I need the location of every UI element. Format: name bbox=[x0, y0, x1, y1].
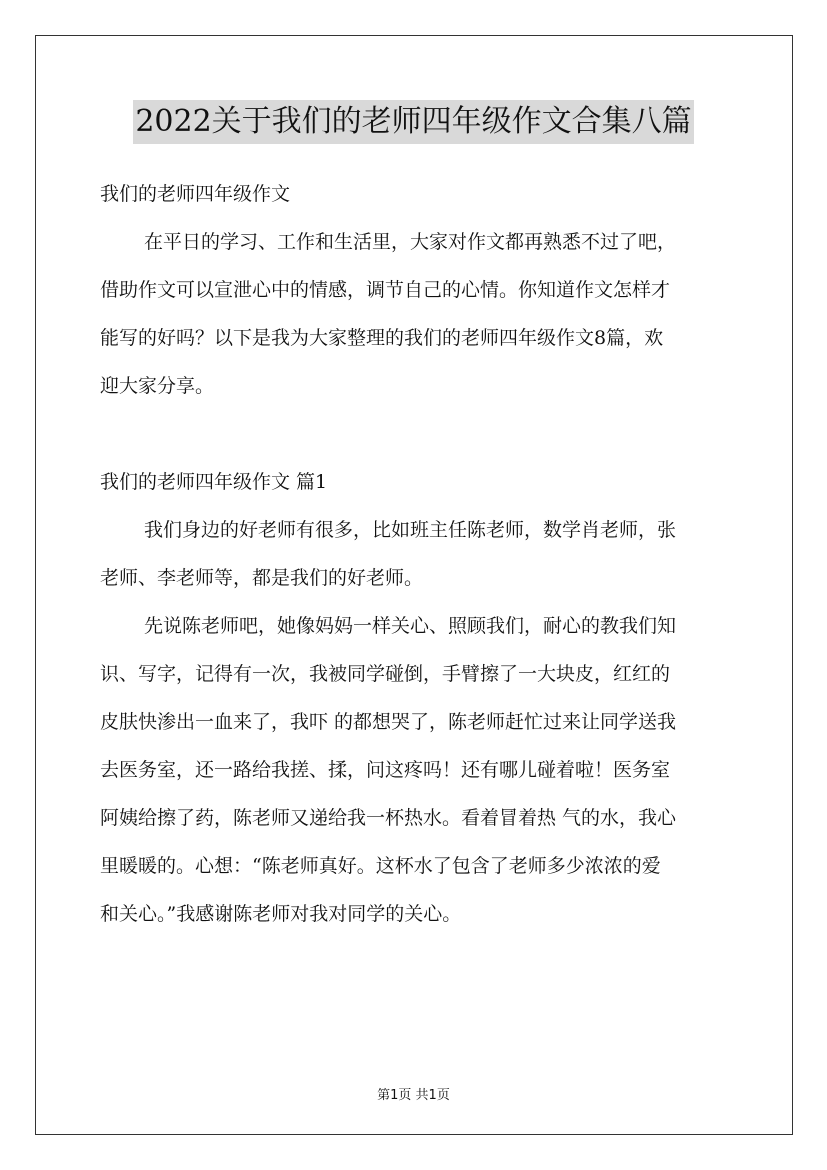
blank-line bbox=[100, 410, 727, 458]
paragraph-line: 皮肤快渗出一血来了，我吓 的都想哭了，陈老师赶忙过来让同学送我 bbox=[100, 711, 677, 733]
paragraph-line: 去医务室，还一路给我搓、揉，问这疼吗！还有哪儿碰着啦！医务室 bbox=[100, 759, 671, 781]
paragraph-line: 先说陈老师吧，她像妈妈一样关心、照顾我们，耐心的教我们知 bbox=[144, 615, 677, 637]
section-heading: 我们的老师四年级作文 篇1 bbox=[100, 471, 328, 493]
document-body bbox=[100, 170, 727, 938]
intro-line: 能写的好吗？以下是我为大家整理的我们的老师四年级作文8篇，欢 bbox=[100, 327, 664, 349]
paragraph-line: 和关心。”我感谢陈老师对我对同学的关心。 bbox=[100, 903, 462, 925]
intro-line: 迎大家分享。 bbox=[100, 375, 215, 397]
intro-heading: 我们的老师四年级作文 bbox=[100, 183, 291, 205]
title-container bbox=[0, 100, 827, 144]
document-title: 2022关于我们的老师四年级作文合集八篇 bbox=[133, 100, 693, 144]
page-footer bbox=[0, 1084, 827, 1103]
paragraph-line: 识、写字，记得有一次，我被同学碰倒，手臂擦了一大块皮，红红的 bbox=[100, 663, 671, 685]
paragraph-line: 我们身边的好老师有很多，比如班主任陈老师，数学肖老师，张 bbox=[144, 519, 677, 541]
paragraph-line: 老师、李老师等，都是我们的好老师。 bbox=[100, 567, 424, 589]
intro-line: 借助作文可以宣泄心中的情感，调节自己的心情。你知道作文怎样才 bbox=[100, 279, 671, 301]
paragraph-line: 里暖暖的。心想：“陈老师真好。这杯水了包含了老师多少浓浓的爱 bbox=[100, 855, 661, 877]
paragraph-line: 阿姨给擦了药，陈老师又递给我一杯热水。看着冒着热 气的水，我心 bbox=[100, 807, 677, 829]
page-number: 第1页 共1页 bbox=[377, 1088, 450, 1103]
intro-line: 在平日的学习、工作和生活里，大家对作文都再熟悉不过了吧， bbox=[144, 231, 677, 253]
